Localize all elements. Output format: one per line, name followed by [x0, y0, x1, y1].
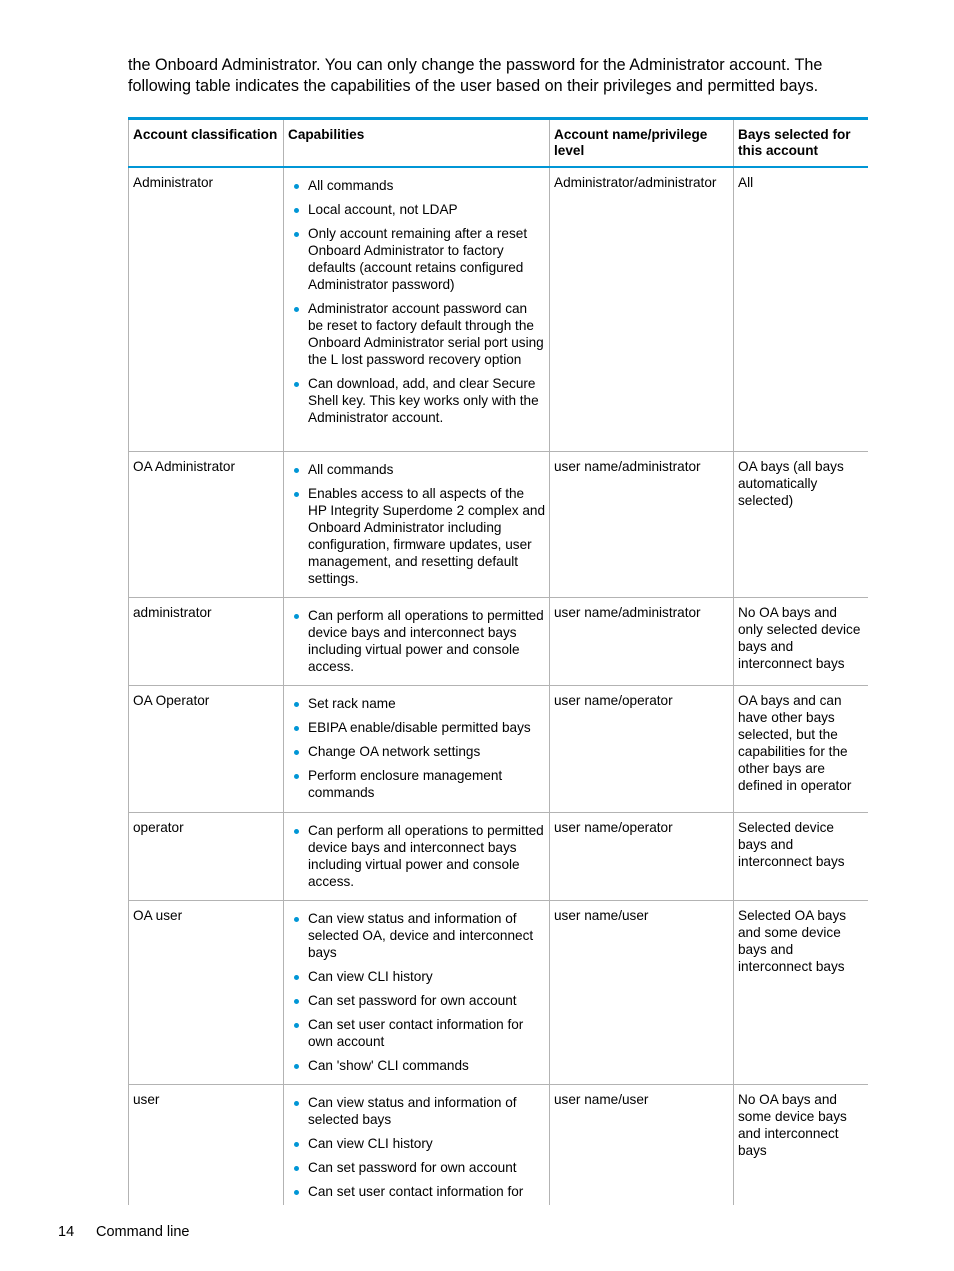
header-capabilities: Capabilities — [284, 120, 550, 167]
list-item: Can set user contact information for — [288, 1183, 545, 1200]
cell-privilege: user name/user — [550, 1084, 734, 1205]
list-item: Can download, add, and clear Secure Shell key. This key works only with the Administrator account. — [288, 375, 545, 426]
cell-classification: OA Operator — [129, 685, 284, 812]
cell-bays: No OA bays and some device bays and interconnect bays — [734, 1084, 869, 1205]
capabilities-list — [288, 458, 545, 591]
list-item: Administrator account password can be reset to factory default through the Onboard Administrator serial port using the L lost password recovery option — [288, 300, 545, 368]
list-item: Set rack name — [288, 695, 545, 712]
section-title: Command line — [96, 1224, 190, 1240]
cell-bays: No OA bays and only selected device bays and interconnect bays — [734, 597, 869, 685]
cell-bays: Selected device bays and interconnect bays — [734, 812, 869, 900]
list-item: Can view status and information of selected OA, device and interconnect bays — [288, 910, 545, 961]
capabilities-list — [288, 604, 545, 679]
header-account-classification: Account classification — [129, 120, 284, 167]
table-row — [129, 597, 869, 685]
list-item: Can view CLI history — [288, 1135, 545, 1152]
cell-privilege: Administrator/administrator — [550, 167, 734, 451]
capabilities-list — [288, 907, 545, 1078]
table-header-row — [129, 120, 869, 167]
list-item: Enables access to all aspects of the HP Integrity Superdome 2 complex and Onboard Administrator including configuration, firmware updates, user management, and resetting default settings. — [288, 485, 545, 587]
cell-capabilities — [284, 451, 550, 597]
capabilities-list — [288, 819, 545, 894]
list-item: All commands — [288, 177, 545, 194]
cell-privilege: user name/administrator — [550, 451, 734, 597]
cell-privilege: user name/operator — [550, 685, 734, 812]
cell-bays: OA bays (all bays automatically selected) — [734, 451, 869, 597]
list-item: Can set user contact information for own account — [288, 1016, 545, 1050]
intro-paragraph: the Onboard Administrator. You can only change the password for the Administrator account. The following table indicates the capabilities of the user based on their privileges and permitted bays. — [128, 56, 823, 95]
header-bays-selected: Bays selected for this account — [734, 120, 869, 167]
cell-classification: OA Administrator — [129, 451, 284, 597]
cell-classification: operator — [129, 812, 284, 900]
list-item: Can set password for own account — [288, 992, 545, 1009]
list-item: Can 'show' CLI commands — [288, 1057, 545, 1074]
table-row — [129, 812, 869, 900]
capabilities-list — [288, 174, 545, 430]
cell-bays: Selected OA bays and some device bays and interconnect bays — [734, 900, 869, 1084]
header-account-name-privilege: Account name/privilege level — [550, 120, 734, 167]
cell-privilege: user name/administrator — [550, 597, 734, 685]
cell-classification: administrator — [129, 597, 284, 685]
list-item: Can perform all operations to permitted device bays and interconnect bays including virtual power and console access. — [288, 607, 545, 675]
cell-privilege: user name/user — [550, 900, 734, 1084]
list-item: EBIPA enable/disable permitted bays — [288, 719, 545, 736]
table-row — [129, 167, 869, 451]
page-footer — [58, 1223, 190, 1241]
cell-capabilities — [284, 812, 550, 900]
cell-capabilities — [284, 685, 550, 812]
cell-classification: user — [129, 1084, 284, 1205]
capabilities-list — [288, 1091, 545, 1204]
privileges-table-container — [128, 117, 868, 1205]
table-row — [129, 900, 869, 1084]
list-item: Can view CLI history — [288, 968, 545, 985]
cell-bays: OA bays and can have other bays selected, but the capabilities for the other bays are defined in operator — [734, 685, 869, 812]
list-item: Local account, not LDAP — [288, 201, 545, 218]
table-row — [129, 685, 869, 812]
table-row — [129, 1084, 869, 1205]
privileges-table — [128, 120, 868, 1205]
list-item: Change OA network settings — [288, 743, 545, 760]
cell-classification: OA user — [129, 900, 284, 1084]
list-item: Can set password for own account — [288, 1159, 545, 1176]
cell-bays: All — [734, 167, 869, 451]
list-item: All commands — [288, 461, 545, 478]
cell-capabilities — [284, 167, 550, 451]
list-item: Can view status and information of selected bays — [288, 1094, 545, 1128]
capabilities-list — [288, 692, 545, 805]
cell-privilege: user name/operator — [550, 812, 734, 900]
cell-capabilities — [284, 597, 550, 685]
page-number: 14 — [58, 1224, 75, 1240]
list-item: Perform enclosure management commands — [288, 767, 545, 801]
cell-capabilities — [284, 900, 550, 1084]
list-item: Only account remaining after a reset Onboard Administrator to factory defaults (account retains configured Administrator password) — [288, 225, 545, 293]
cell-classification: Administrator — [129, 167, 284, 451]
list-item: Can perform all operations to permitted device bays and interconnect bays including virtual power and console access. — [288, 822, 545, 890]
table-row — [129, 451, 869, 597]
cell-capabilities — [284, 1084, 550, 1205]
